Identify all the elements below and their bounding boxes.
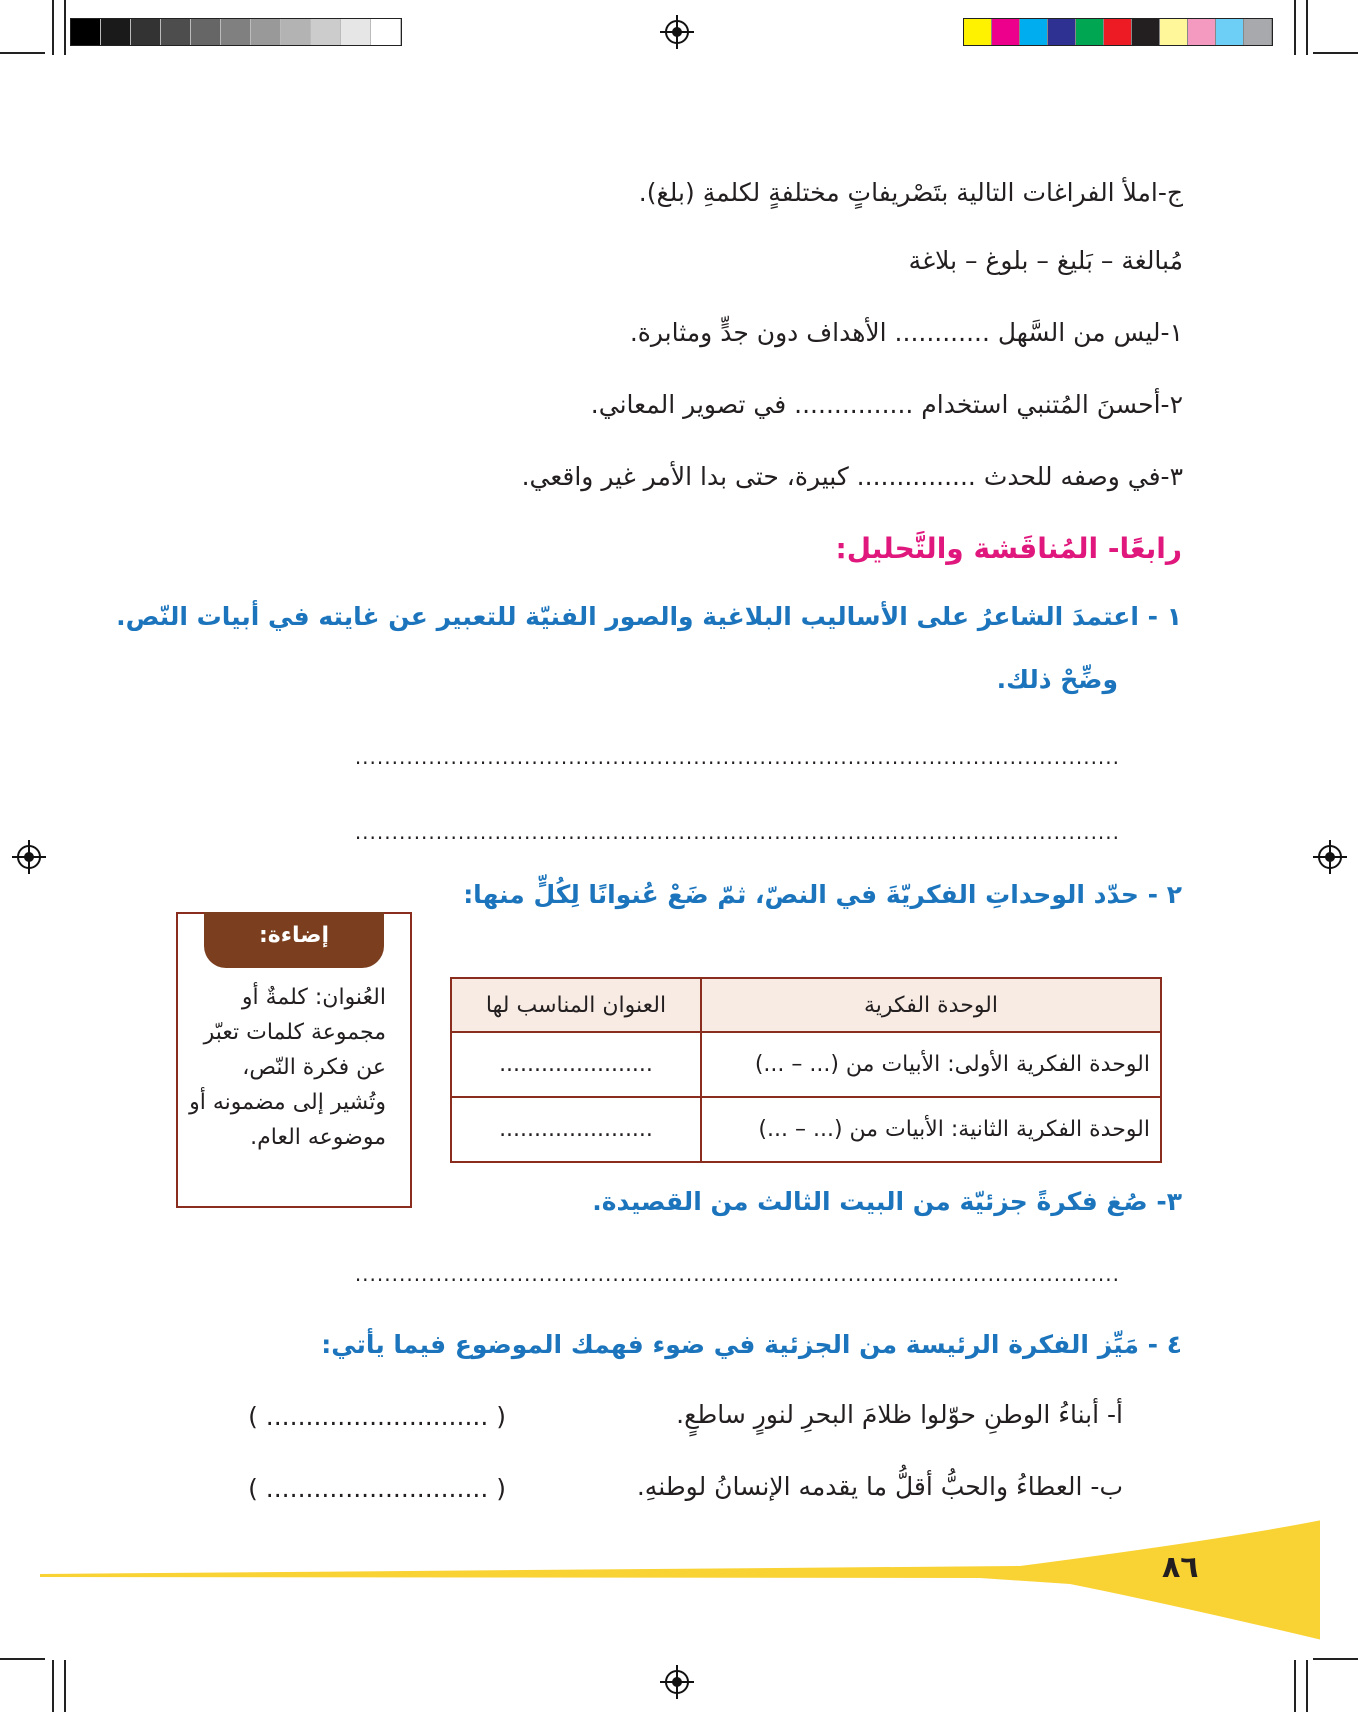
color-swatch	[992, 19, 1020, 45]
fill-sentence-3: ٣-في وصفه للحدث ............... كبيرة، حتى بدا الأمر غير واقعي.	[521, 462, 1183, 491]
grey-swatch	[101, 19, 131, 45]
crop-mark	[52, 1660, 54, 1712]
column-header-unit: الوحدة الفكرية	[701, 978, 1161, 1032]
color-swatch	[1188, 19, 1216, 45]
color-swatch	[1020, 19, 1048, 45]
color-swatch	[1216, 19, 1244, 45]
crop-mark	[1294, 0, 1296, 55]
grey-calibration-bar	[70, 18, 402, 46]
thought-units-table	[450, 977, 1162, 1163]
color-swatch	[1132, 19, 1160, 45]
grey-swatch	[71, 19, 101, 45]
registration-mark-icon	[17, 845, 41, 869]
color-swatch	[1076, 19, 1104, 45]
title-blank-cell[interactable]: ......................	[451, 1097, 701, 1162]
column-header-title: العنوان المناسب لها	[451, 978, 701, 1032]
q4-item-b: ب- العطاءُ والحبُّ أقلُّ ما يقدمه الإنسانُ لوطنهِ.	[636, 1472, 1123, 1501]
crop-mark	[64, 1660, 66, 1712]
crop-mark	[1294, 1660, 1296, 1712]
word-bank: مُبالغة – بَليغ – بلوغ – بلاغة	[908, 246, 1183, 275]
color-swatch	[1160, 19, 1188, 45]
question-3-text: ٣- صُغ فكرةً جزئيّة من البيت الثالث من القصيدة.	[592, 1187, 1182, 1216]
footer-band	[40, 1520, 1320, 1640]
q4-item-a-blank[interactable]: ( ............................ )	[248, 1402, 506, 1431]
grey-swatch	[161, 19, 191, 45]
registration-mark-icon	[665, 20, 689, 44]
q4-item-b-blank[interactable]: ( ............................ )	[248, 1474, 506, 1503]
color-swatch	[964, 19, 992, 45]
crop-mark	[1313, 52, 1358, 54]
q4-item-a: أ- أبناءُ الوطنِ حوّلوا ظلامَ البحرِ لنورٍ ساطعٍ.	[676, 1400, 1123, 1429]
fill-sentence-1: ١-ليس من السَّهل ............ الأهداف دون جدٍّ ومثابرة.	[629, 318, 1183, 347]
table-header-row	[451, 978, 1161, 1032]
grey-swatch	[131, 19, 161, 45]
fill-sentence-2: ٢-أحسنَ المُتنبي استخدام ............... في تصوير المعاني.	[590, 390, 1183, 419]
note-box	[176, 912, 412, 1208]
crop-mark	[64, 0, 66, 55]
unit-cell: الوحدة الفكرية الأولى: الأبيات من (... – ...)	[701, 1032, 1161, 1097]
question-1-text-cont: وضِّحْ ذلك.	[996, 665, 1118, 694]
exercise-c-instruction: ج-املأ الفراغات التالية بتَصْريفاتٍ مختلفةٍ لكلمةِ (بلغ).	[638, 178, 1183, 207]
answer-line[interactable]: ........................................................................................................	[354, 820, 1120, 844]
crop-mark	[1306, 1660, 1308, 1712]
crop-mark	[52, 0, 54, 55]
grey-swatch	[341, 19, 371, 45]
answer-line[interactable]: ........................................................................................................	[354, 1262, 1120, 1286]
crop-mark	[1313, 1658, 1358, 1660]
table-row	[451, 1032, 1161, 1097]
section-heading: رابعًا- المُناقَشة والتَّحليل:	[835, 532, 1182, 565]
color-swatch	[1104, 19, 1132, 45]
color-swatch	[1244, 19, 1272, 45]
color-swatch	[1048, 19, 1076, 45]
question-2-text: ٢ - حدّد الوحداتِ الفكريّةَ في النصّ، ثمّ ضَعْ عُنوانًا لِكُلٍّ منها:	[463, 880, 1182, 909]
registration-mark-icon	[1318, 845, 1342, 869]
note-text: العُنوان: كلمةٌ أو مجموعة كلمات تعبّر عن فكرة النّص، وتُشير إلى مضمونه أو موضوعه العام.	[189, 985, 386, 1150]
question-1-text: ١ - اعتمدَ الشاعرُ على الأساليب البلاغية والصور الفنيّة للتعبير عن غايته في أبيات النّص.	[116, 602, 1182, 631]
table-row	[451, 1097, 1161, 1162]
title-blank-cell[interactable]: ......................	[451, 1032, 701, 1097]
grey-swatch	[191, 19, 221, 45]
color-calibration-bar	[963, 18, 1273, 46]
grey-swatch	[311, 19, 341, 45]
grey-swatch	[251, 19, 281, 45]
answer-line[interactable]: ........................................................................................................	[354, 745, 1120, 769]
grey-swatch	[371, 19, 401, 45]
crop-mark	[0, 1658, 45, 1660]
unit-cell: الوحدة الفكرية الثانية: الأبيات من (... – ...)	[701, 1097, 1161, 1162]
registration-mark-icon	[665, 1670, 689, 1694]
grey-swatch	[281, 19, 311, 45]
grey-swatch	[221, 19, 251, 45]
note-title: إضاءة:	[204, 912, 384, 968]
page-number: ٨٦	[1162, 1550, 1199, 1585]
crop-mark	[0, 52, 45, 54]
question-4-text: ٤ - مَيِّز الفكرة الرئيسة من الجزئية في ضوء فهمك الموضوع فيما يأتي:	[321, 1330, 1182, 1359]
crop-mark	[1306, 0, 1308, 55]
